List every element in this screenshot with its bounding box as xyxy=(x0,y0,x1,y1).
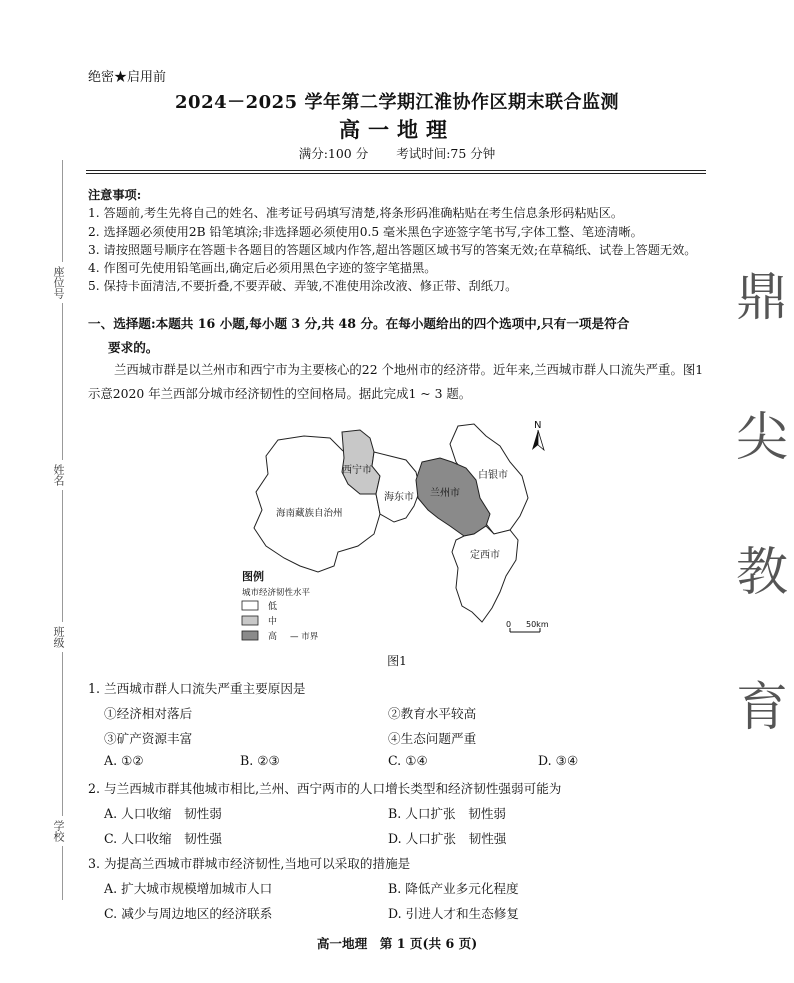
full-score: 满分:100 分 xyxy=(298,146,369,161)
header-rule-bottom xyxy=(86,173,706,174)
resilience-map xyxy=(238,418,558,643)
q1-choice-c[interactable]: C. ①④ xyxy=(388,753,428,768)
label-hainan: 海南藏族自治州 xyxy=(276,508,343,519)
q1-choice-a[interactable]: A. ①② xyxy=(104,753,144,768)
q3-choice-b[interactable]: B. 降低产业多元化程度 xyxy=(388,881,519,896)
q2-choice-b[interactable]: B. 人口扩张 韧性弱 xyxy=(388,806,507,821)
q3-choice-d[interactable]: D. 引进人才和生态修复 xyxy=(388,906,519,921)
map-legend xyxy=(242,569,319,642)
watermark-char: 尖 xyxy=(735,408,788,468)
legend-subtitle: 城市经济韧性水平 xyxy=(242,588,311,598)
region-dingxi xyxy=(452,526,518,622)
score-time-line xyxy=(0,144,794,162)
legend-swatch-low xyxy=(242,601,258,610)
exam-time: 考试时间:75 分钟 xyxy=(396,146,496,161)
note-item: 4. 作图可先使用铅笔画出,确定后必须用黑色字迹的签字笔描黑。 xyxy=(88,261,437,276)
q1-choice-d[interactable]: D. ③④ xyxy=(538,753,579,768)
binding-school-label: 学校 xyxy=(50,816,66,846)
q3-choice-a[interactable]: A. 扩大城市规模增加城市人口 xyxy=(104,881,273,896)
question-2-stem: 2. 与兰西城市群其他城市相比,兰州、西宁两市的人口增长类型和经济韧性强弱可能为 xyxy=(88,781,562,796)
notes-heading: 注意事项: xyxy=(88,188,142,202)
q1-choice-b[interactable]: B. ②③ xyxy=(240,753,280,768)
legend-swatch-mid xyxy=(242,616,258,625)
legend-high: 高 xyxy=(268,632,278,642)
north-label: N xyxy=(534,420,542,431)
q1-statement: ④生态问题严重 xyxy=(388,731,477,746)
q2-choice-d[interactable]: D. 人口扩张 韧性强 xyxy=(388,831,507,846)
scale-bar xyxy=(506,620,549,632)
section-heading xyxy=(88,312,708,360)
confidential-mark: 绝密★启用前 xyxy=(88,70,167,85)
label-baiyin: 白银市 xyxy=(478,470,508,481)
watermark-char: 鼎 xyxy=(735,268,788,328)
exam-title: 2024－2025 学年第二学期江淮协作区期末联合监测 xyxy=(175,92,619,113)
q3-choice-c[interactable]: C. 减少与周边地区的经济联系 xyxy=(104,906,273,921)
legend-low: 低 xyxy=(268,602,278,612)
exam-notes xyxy=(88,186,708,296)
note-item: 5. 保持卡面清洁,不要折叠,不要弄破、弄皱,不准使用涂改液、修正带、刮纸刀。 xyxy=(88,279,518,294)
legend-boundary: — 市界 xyxy=(290,632,319,642)
q1-statement: ①经济相对落后 xyxy=(104,706,193,721)
label-haidong: 海东市 xyxy=(384,492,414,503)
subject-title: 高一地理 xyxy=(339,117,455,142)
binding-seat-label: 座位号 xyxy=(50,262,66,303)
note-item: 1. 答题前,考生先将自己的姓名、准考证号码填写清楚,将条形码准确粘贴在考生信息条形码粘贴区。 xyxy=(88,206,624,221)
legend-swatch-high xyxy=(242,631,258,640)
label-dingxi: 定西市 xyxy=(470,550,500,561)
question-3-stem: 3. 为提高兰西城市群城市经济韧性,当地可以采取的措施是 xyxy=(88,856,411,871)
binding-class-label: 班级 xyxy=(50,622,66,652)
q2-choice-c[interactable]: C. 人口收缩 韧性强 xyxy=(104,831,222,846)
section-heading-line2: 要求的。 xyxy=(108,340,159,355)
watermark-char: 教 xyxy=(735,543,788,603)
label-xining: 西宁市 xyxy=(342,465,372,476)
scale-distance: 50km xyxy=(526,620,549,629)
scale-zero: 0 xyxy=(506,620,512,629)
binding-name-label: 姓名 xyxy=(50,460,66,490)
figure-caption: 图1 xyxy=(387,654,407,668)
north-arrow-icon xyxy=(532,430,544,450)
watermark-char: 育 xyxy=(735,678,788,738)
q1-statement: ③矿产资源丰富 xyxy=(104,731,193,746)
region-haidong xyxy=(372,452,420,522)
q2-choice-a[interactable]: A. 人口收缩 韧性弱 xyxy=(104,806,222,821)
legend-title: 图例 xyxy=(242,570,264,583)
legend-mid: 中 xyxy=(268,617,278,627)
section-heading-line1: 一、选择题:本题共 16 小题,每小题 3 分,共 48 分。在每小题给出的四个选项中,只有一项是符合 xyxy=(88,316,630,331)
page-footer: 高一地理 第 1 页(共 6 页) xyxy=(316,936,478,951)
q1-statement: ②教育水平较高 xyxy=(388,706,477,721)
note-item: 3. 请按照题号顺序在答题卡各题目的答题区域内作答,超出答题区域书写的答案无效;在草稿纸、试卷上答题无效。 xyxy=(88,242,697,257)
label-lanzhou: 兰州市 xyxy=(430,488,460,499)
question-1-stem: 1. 兰西城市群人口流失严重主要原因是 xyxy=(88,681,306,696)
note-item: 2. 选择题必须使用2B 铅笔填涂;非选择题必须使用0.5 毫米黑色字迹签字笔书写,字体工整、笔迹清晰。 xyxy=(88,224,643,239)
header-rule-top xyxy=(86,170,706,171)
question-intro: 兰西城市群是以兰州市和西宁市为主要核心的22 个地州市的经济带。近年来,兰西城市群人口流失严重。图1 示意2020 年兰西部分城市经济韧性的空间格局。据此完成1 ~ 3 题。 xyxy=(88,362,704,401)
